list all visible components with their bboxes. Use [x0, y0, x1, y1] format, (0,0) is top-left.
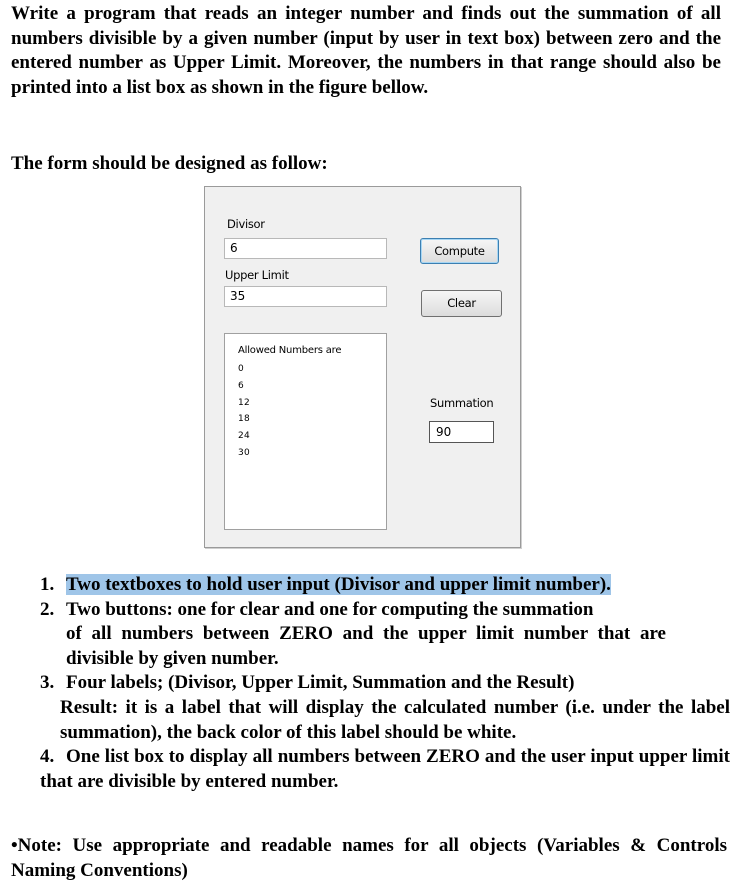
requirement-number: 4. — [40, 746, 55, 768]
form-heading: The form should be designed as follow: — [11, 153, 328, 174]
note-paragraph: •Note: Use appropriate and readable names for all objects (Variables & Controls Naming Conventions) — [11, 835, 727, 881]
requirement-text: Two textboxes to hold user input (Divisor and upper limit number). — [66, 574, 611, 595]
result-label: 90 — [429, 421, 494, 443]
requirement-number: 2. — [40, 598, 55, 620]
intro-paragraph: Write a program that reads an integer number and finds out the summation of all numbers divisible by a given number (input by user in text box) between zero and the entered number as Upper Limit. Moreover, the numbers in that range should also be printed into a list box as shown in the figure bellow. — [11, 3, 721, 98]
list-item: 30 — [238, 448, 251, 458]
requirement-text: Four labels; (Divisor, Upper Limit, Summation and the Result) — [66, 672, 575, 694]
list-item: 12 — [238, 398, 251, 408]
list-item: 24 — [238, 431, 251, 441]
list-item: 0 — [238, 364, 245, 374]
requirement-1 — [40, 573, 730, 598]
requirement-2 — [40, 598, 730, 672]
upper-limit-label: Upper Limit — [225, 268, 289, 282]
upper-limit-textbox[interactable]: 35 — [224, 286, 387, 307]
requirement-3 — [40, 671, 730, 745]
list-item: 18 — [238, 414, 251, 424]
requirement-4 — [40, 745, 730, 794]
requirement-text-cont: of all numbers between ZERO and the upper limit number that are divisible by given number. — [66, 623, 666, 669]
requirement-number: 1. — [40, 574, 55, 595]
list-header: Allowed Numbers are — [238, 345, 342, 356]
numbers-listbox[interactable] — [224, 333, 387, 530]
requirement-text: One list box to display all numbers between ZERO and the user input upper limit that are divisible by entered number. — [40, 746, 730, 792]
clear-button[interactable]: Clear — [421, 290, 502, 317]
summation-label: Summation — [430, 396, 494, 410]
list-item: 6 — [238, 381, 245, 391]
form-screenshot — [204, 186, 521, 548]
divisor-label: Divisor — [227, 217, 265, 231]
divisor-textbox[interactable]: 6 — [224, 238, 387, 259]
requirement-text-cont: Result: it is a label that will display the calculated number (i.e. under the label summation), the back color of this label should be white. — [60, 696, 730, 743]
requirement-number: 3. — [40, 672, 55, 694]
requirements-list — [40, 573, 730, 794]
requirement-text: Two buttons: one for clear and one for computing the summation — [66, 598, 594, 620]
compute-button[interactable]: Compute — [420, 238, 499, 264]
